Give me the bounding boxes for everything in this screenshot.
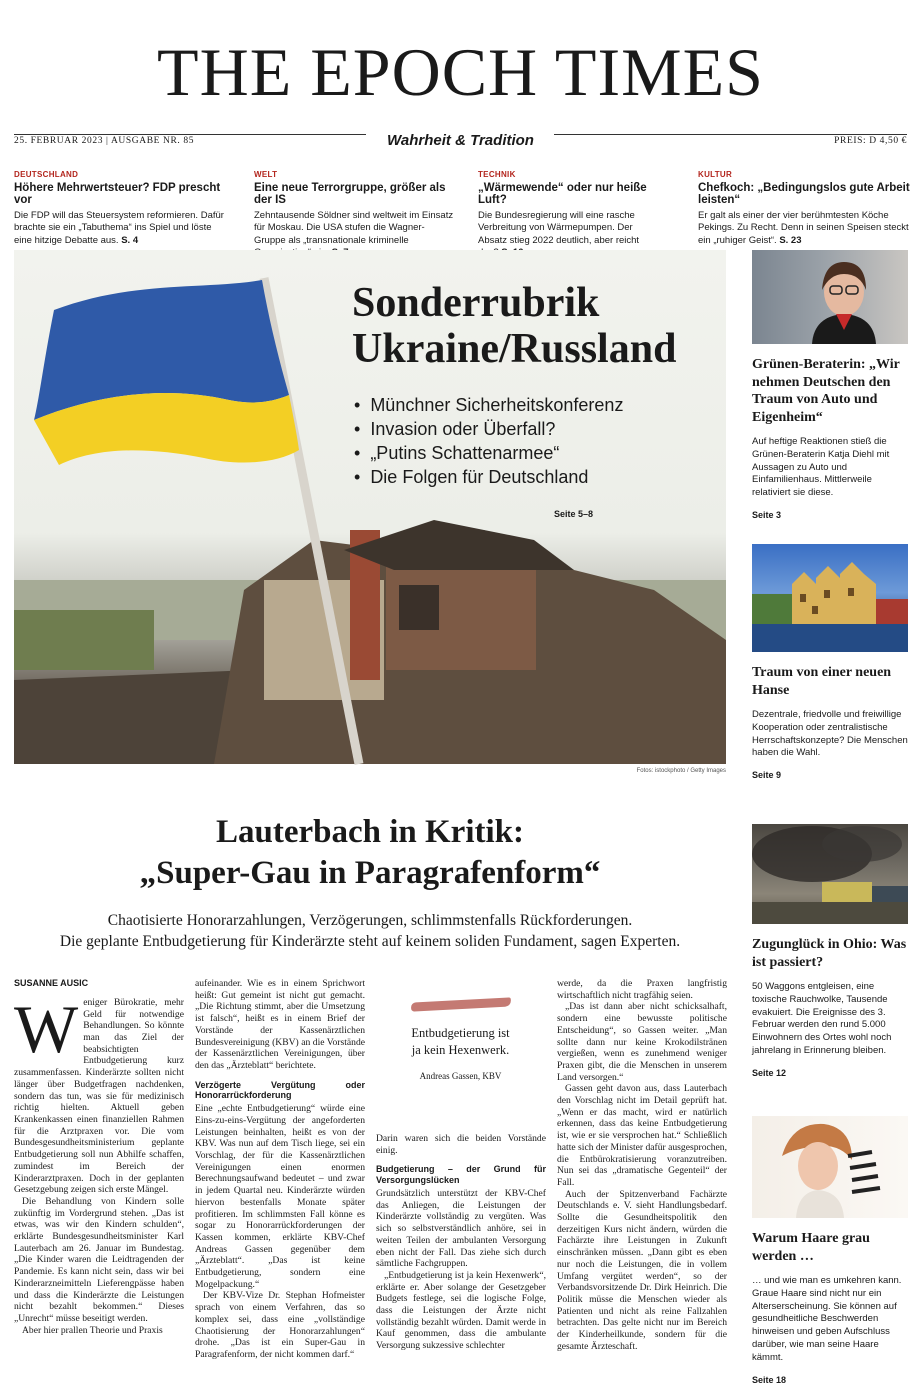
hero-page-ref: Seite 5–8: [554, 509, 594, 519]
hero-bullet-list: [354, 393, 623, 489]
pull-quote-marker: [410, 997, 510, 1011]
pull-quote: [383, 1000, 538, 1081]
sidebar-body: 50 Waggons entgleisen, eine toxische Rauchwolke, Tausende evakuiert. Die Ereignisse des 3. Februar werden den rund 5.000 Einwohnern des Ortes wohl noch jahrelang in Erinnerung bleiben.: [752, 981, 892, 1057]
article-headline[interactable]: Lauterbach in Kritik: „Super-Gau in Paragrafenform“: [139, 814, 601, 892]
hanse-photo: [752, 544, 908, 652]
article-column-4: [557, 978, 727, 1353]
issue-date: 25. FEBRUAR 2023 | AUSGABE NR. 85: [14, 136, 195, 146]
author-byline: SUSANNE AUSIC: [14, 978, 89, 988]
dateline: [14, 130, 907, 154]
sidebar-body: … und wie man es umkehren kann. Graue Haare sind nicht nur ein Alterserscheinung. Sie können auf gesundheitliche Beschwerden hinweisen und geben Aufschluss darüber, wie man seine Haare kämmt.: [752, 1275, 902, 1363]
teaser-kultur[interactable]: [698, 170, 910, 247]
sidebar-headline[interactable]: Zugunglück in Ohio: Was ist passiert?: [752, 937, 907, 970]
article-column-3: [376, 1133, 546, 1352]
article-paragraph: Darin waren sich die beiden Vorstände einig.: [376, 1133, 546, 1156]
article-paragraph: Die Behandlung von Kindern solle zukünftig im Vordergrund stehen. „Das ist etwas, was wir den Kindern schulden“, erklärte Bundesgesundheitsminister Karl Lauterbach am 26. Januar im Bundestag. „Die Kinder waren die Leidtragenden der Pandemie. Es kann nicht sein, dass wir bei Kinderarzneimitteln Lieferengpässe haben und dass die Kinderärzte die Leistungen nicht bezahlt bekommen.“ Dieses „Unrecht“ müsse beseitigt werden.: [14, 1195, 184, 1324]
article-subheading: Verzögerte Vergütung oder Honorarrückforderung: [195, 1079, 365, 1101]
sidebar-item-gruenen-beraterin[interactable]: [752, 250, 908, 520]
article-paragraph: Weniger Bürokratie, mehr Geld für notwendige Behandlungen. So könnte man das Ziel der beabsichtigten Entbudgetierung kurz zusammenfassen. Kinderärzte sollten nicht länger über Budgetfragen nachdenken, sondern das tun, was sie für medizinisch richtig hielten. Aktuell geben Krankenkassen einen finanziellen Rahmen für die Arztpraxen vor. Die vom Bundesgesundheitsministerium geplante Entbudgetierung soll nun Abhilfe schaffen, zumindest im Bereich der Kinderarztpraxen. Doch in der geplanten Gesetzgebung zeigen sich erste Mängel.: [14, 990, 184, 1196]
teaser-headline[interactable]: Höhere Mehrwertsteuer? FDP prescht vor: [14, 182, 221, 206]
sidebar-page-ref: Seite 9: [752, 770, 782, 781]
article-deck: Chaotisierte Honorarzahlungen, Verzögerungen, schlimmstenfalls Rückforderungen. Die geplante Entbudgetierung für Kinderärzte steht auf keinem soliden Fundament, sagen Experten.: [59, 912, 681, 951]
teaser-page: S. 4: [121, 234, 139, 246]
sidebar-item-graue-haare[interactable]: [752, 1116, 908, 1385]
article-paragraph: Eine „echte Entbudgetierung“ würde eine Eins-zu-eins-Vergütung der angeforderten Leistungen beinhalten, heißt es von der KBV. Was nun auf dem Tisch liege, sei ein Vorschlag, der für die Kassenärztlichen Vereinigungen einen enormen Berechnungsaufwand bedeutet – und zwar in jedem Quartal neu. Kinderärzte würden hiervon bestenfalls Monate später profitieren. Im schlimmsten Fall könne es sogar zu Honorarrückforderungen der Kassen kommen, erklärte KBV-Chef Andreas Gassen gegenüber dem „Ärzteblatt“. „Das ist keine Entbudgetierung, sondern eine Mogelpackung.“: [195, 1103, 365, 1290]
teaser-category: TECHNIK: [478, 170, 516, 179]
teaser-deutschland[interactable]: [14, 170, 224, 247]
sidebar-page-ref: Seite 3: [752, 510, 782, 521]
teaser-category: WELT: [254, 170, 278, 179]
article-paragraph: Grundsätzlich unterstützt der KBV-Chef das Anliegen, die Leistungen der Kinderärzte vollständig zu vergüten. Was sich so selbstverständlich anhöre, sei in weiten Teilen der ambulanten Versorgung eben nicht der Fall. Das ziehe sich durch sämtliche Fachgruppen.: [376, 1188, 546, 1270]
teaser-category: KULTUR: [698, 170, 733, 179]
teaser-body: Die FDP will das Steuersystem reformieren. Dafür brachte sie ein „Tabuthema“ ins Spiel und löste eine hitzige Debatte aus. S. 4: [14, 210, 224, 246]
article-paragraph: werde, da die Praxen langfristig wirtschaftlich nicht tragfähig seien.: [557, 978, 727, 1001]
article-paragraph: aufeinander. Wie es in einem Sprichwort heißt: Gut gemeint ist nicht gut gemacht. „Die Richtung stimmt, aber die Umsetzung ist falsch“, heißt es in einem Brief der Vorstände der Kassenärztlichen Bundesvereinigung (KBV) an die Vorstände der Kassenärztlichen Vereinigungen, über den das „Ärzteblatt“ berichtete.: [195, 978, 365, 1071]
sidebar-page-ref: Seite 12: [752, 1067, 787, 1078]
article-paragraph: Gassen geht davon aus, dass Lauterbach den Vorschlag nicht im Detail geprüft hat. „Wenn er das macht, wird er natürlich erkennen, dass das keine Entbudgetierung ist, wie er sie versprochen hat.“ Schließlich hatte sich der Minister dafür ausgesprochen, die Entbürokratisierung voranzutreiben. Nun sei das „dramatische Gegenteil“ der Fall.: [557, 1083, 727, 1188]
tree-line: [14, 610, 154, 670]
train-photo: [752, 824, 908, 924]
teaser-body: Die Bundesregierung will eine rasche Verbreitung von Wärmepumpen. Der Absatz stieg 2022 deutlich, aber reicht: [478, 210, 654, 259]
pull-quote-text: Entbudgetierung ist ja kein Hexenwerk.: [411, 1026, 510, 1057]
pull-quote-attribution: Andreas Gassen, KBV: [419, 1070, 502, 1081]
sidebar-body: Auf heftige Reaktionen stieß die Grünen-Beraterin Katja Diehl mit Aussagen zu Auto und Einfamilienhaus. Mittlerweile relativiert sie diese.: [752, 436, 890, 499]
teaser-body: Er galt als einer der vier berühmtesten Köche Pekings. Zu Recht. Denn in seinen Speisen steckt ein „ruhiger Geist“. S. 23: [698, 210, 909, 246]
hero-title[interactable]: Sonderrubrik Ukraine/Russland: [352, 280, 677, 373]
train-illustration: [752, 824, 908, 924]
broken-roof: [344, 520, 574, 570]
teaser-body: Zehntausende Söldner sind weltweit im Einsatz für Moskau. Die USA stufen die Wagner-Gruppe als „transnationale kriminelle: [254, 210, 456, 259]
hair-illustration: [752, 1116, 908, 1218]
hero-bullet: • „Putins Schattenarmee“: [354, 441, 623, 465]
slogan: Wahrheit & Tradition: [387, 132, 534, 149]
hero-bullet: • Die Folgen für Deutschland: [354, 465, 623, 489]
masthead-title[interactable]: THE EPOCH TIMES: [157, 34, 764, 110]
drop-cap: W: [14, 990, 79, 1067]
article-column-1: [14, 978, 184, 1336]
sidebar-item-zugunglueck-ohio[interactable]: [752, 824, 908, 1078]
hero-ukraine-image[interactable]: [14, 250, 726, 764]
article-paragraph: Auch der Spitzenverband Fachärzte Deutschlands e. V. sieht Handlungsbedarf. Sollte die Gesundheitspolitik den derzeitigen Kurs nicht ändern, würden die Fachärzte ihre Leistungen in Zukunft einschränken müssen. „Dann gibt es eben nur noch die Leistungen, die in vollem Umfang vergütet werden“, so der Verbandsvorsitzende Dr. Dirk Heinrich. Die Politik müsse die Menschen wieder als Patienten und nicht als reine Fallzahlen betrachten. Das gelte nicht nur im Bereich der Kinderheilkunde, sondern für die gesamte Ärzteschaft.: [557, 1188, 727, 1352]
teaser-headline[interactable]: Eine neue Terrorgruppe, größer als der IS: [254, 182, 446, 206]
portrait-photo: [752, 250, 908, 344]
article-subheading: Budgetierung – der Grund für Versorgungslücken: [376, 1164, 546, 1186]
sidebar-page-ref: Seite 18: [752, 1374, 787, 1385]
sidebar-item-neue-hanse[interactable]: [752, 544, 908, 780]
article-paragraph: „Entbudgetierung ist ja kein Hexenwerk“, erklärte er. Aber solange der Gesetzgeber Budgets festlege, sei die logische Folge, dass die Leistungen der Ärzte nicht vollständig bezahlt würden. Damit werde in Kauf genommen, dass die ambulante Versorgung sukzessive schlechter: [376, 1269, 546, 1352]
teaser-page: S. 23: [779, 234, 802, 246]
teaser-headline[interactable]: „Wärmewende“ oder nur heiße Luft?: [478, 182, 647, 206]
article-paragraph: Aber hier prallen Theorie und Praxis: [22, 1324, 163, 1336]
article-paragraph: „Das ist dann aber nicht schicksalhaft, sondern eine bewusste politische Entscheidung“, so Gassen weiter. „Man sollte dann nur keine Krokodilstränen vergießen, wenn es zunehmend weniger Praxen gibt, die die Menschen in unserem Land versorgen.“: [557, 1001, 727, 1083]
price: PREIS: D 4,50 €: [834, 136, 907, 146]
broken-window: [399, 585, 439, 630]
article-column-2: [195, 978, 365, 1361]
hair-photo: [752, 1116, 908, 1218]
sidebar-body: Dezentrale, friedvolle und freiwillige Kooperation oder zentralistische Herrschaftskonzepte? Die Menschen haben die Wahl.: [752, 709, 908, 759]
portrait-illustration: [752, 250, 908, 344]
article-paragraph: Der KBV-Vize Dr. Stephan Hofmeister sprach von einem Verfahren, das so komplex sei, dass eine „vollständige Chaotisierung der Honorarzahlungen“ drohe. „Das ist ein Super-Gau in Paragrafenform, der nicht kommen darf.“: [195, 1290, 365, 1360]
teaser-welt[interactable]: [254, 170, 456, 259]
photo-credit: Fotos: istockphoto / Getty Images: [636, 768, 726, 774]
hero-bullet: • Münchner Sicherheitskonferenz: [354, 393, 623, 417]
sidebar-headline[interactable]: Grünen-Beraterin: „Wir nehmen Deutschen den Traum von Auto und Eigenheim“: [752, 357, 900, 425]
sidebar-headline[interactable]: Warum Haare grau werden …: [752, 1231, 870, 1264]
teaser-technik[interactable]: [478, 170, 654, 259]
teaser-headline[interactable]: Chefkoch: „Bedingungslos gute Arbeit leisten“: [698, 182, 910, 206]
hero-bullet: • Invasion oder Überfall?: [354, 417, 623, 441]
hanse-illustration: [752, 544, 908, 652]
sidebar-headline[interactable]: Traum von einer neuen Hanse: [752, 665, 892, 698]
teaser-category: DEUTSCHLAND: [14, 170, 79, 179]
